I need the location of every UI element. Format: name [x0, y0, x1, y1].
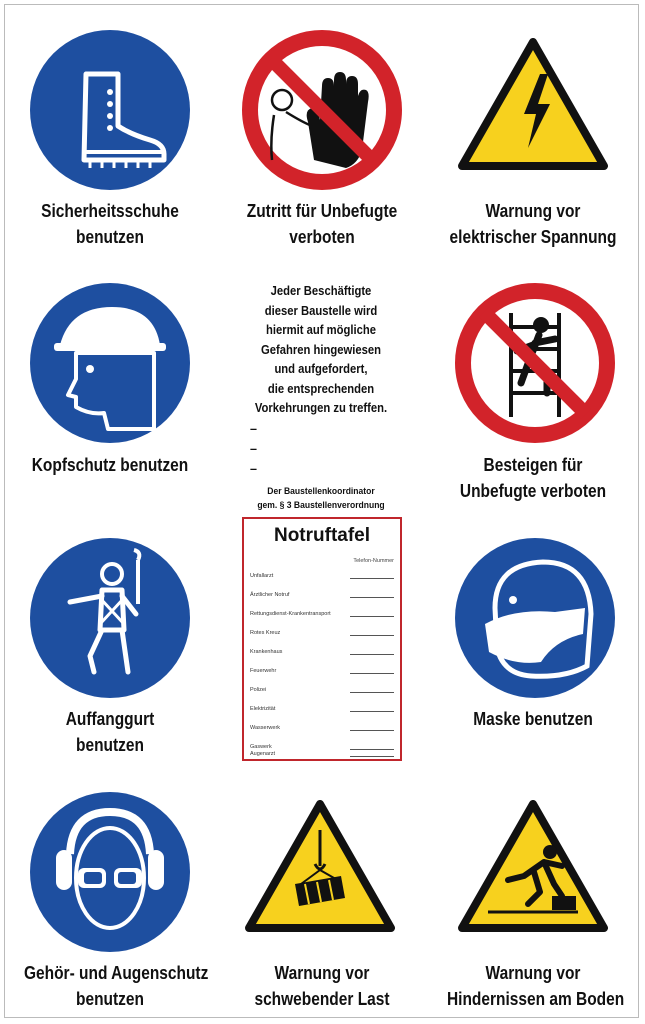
list-item: Krankenhaus: [250, 639, 394, 658]
no-entry-hand-icon: [242, 30, 402, 190]
no-climbing-icon: [455, 283, 615, 443]
sign-caption: Warnung vor schwebender Last: [254, 963, 390, 1009]
list-item: Unfallarzt: [250, 563, 394, 582]
suspended-load-warning-icon: [245, 800, 395, 934]
sign-caption: Auffanggurt benutzen: [65, 709, 155, 755]
emergency-call-board: [242, 517, 402, 761]
safety-harness-icon: [30, 538, 190, 698]
list-item: Rettungsdienst-Krankentransport: [250, 601, 394, 620]
face-mask-icon: [455, 538, 615, 698]
sign-caption: Sicherheitsschuhe benutzen: [41, 201, 179, 247]
electric-voltage-warning-icon: [458, 38, 608, 172]
sign-caption: Warnung vor Hindernissen am Boden: [447, 963, 625, 1009]
sign-caption: Zutritt für Unbefugte verboten: [246, 201, 398, 247]
list-item: Augenarzt: [250, 741, 394, 760]
list-item: Polizei: [250, 677, 394, 696]
sign-caption: Gehör- und Augenschutz benutzen: [24, 963, 209, 1009]
emergency-board-title: Notruftafel: [273, 525, 371, 546]
safety-shoe-icon: [30, 30, 190, 190]
list-item: Rotes Kreuz: [250, 620, 394, 639]
sign-caption: Besteigen für Unbefugte verboten: [459, 455, 607, 501]
phone-number-header: Telefon-Nummer: [353, 558, 394, 564]
sign-caption: Maske benutzen: [473, 709, 593, 729]
list-item: Gaswerk: [250, 734, 394, 753]
sign-caption: Warnung vor elektrischer Spannung: [449, 201, 617, 247]
site-notice: Jeder Beschäftigte dieser Baustelle wird hiermit auf mögliche Gefahren hingewiesen und aufgefordert, die entsprechenden Vorkehrungen zu treffen. – – – Der Baustellenkoordinator gem. § 3 Baustellenverordnung: [250, 284, 388, 511]
floor-obstacle-warning-icon: [458, 800, 608, 934]
list-item: Ärztlicher Notruf: [250, 582, 394, 601]
list-item: Feuerwehr: [250, 658, 394, 677]
ear-eye-protection-icon: [30, 792, 190, 952]
list-item: Elektrizität: [250, 696, 394, 715]
hard-hat-icon: [30, 283, 190, 443]
list-item: Wasserwerk: [250, 715, 394, 734]
sign-caption: Kopfschutz benutzen: [31, 455, 189, 475]
